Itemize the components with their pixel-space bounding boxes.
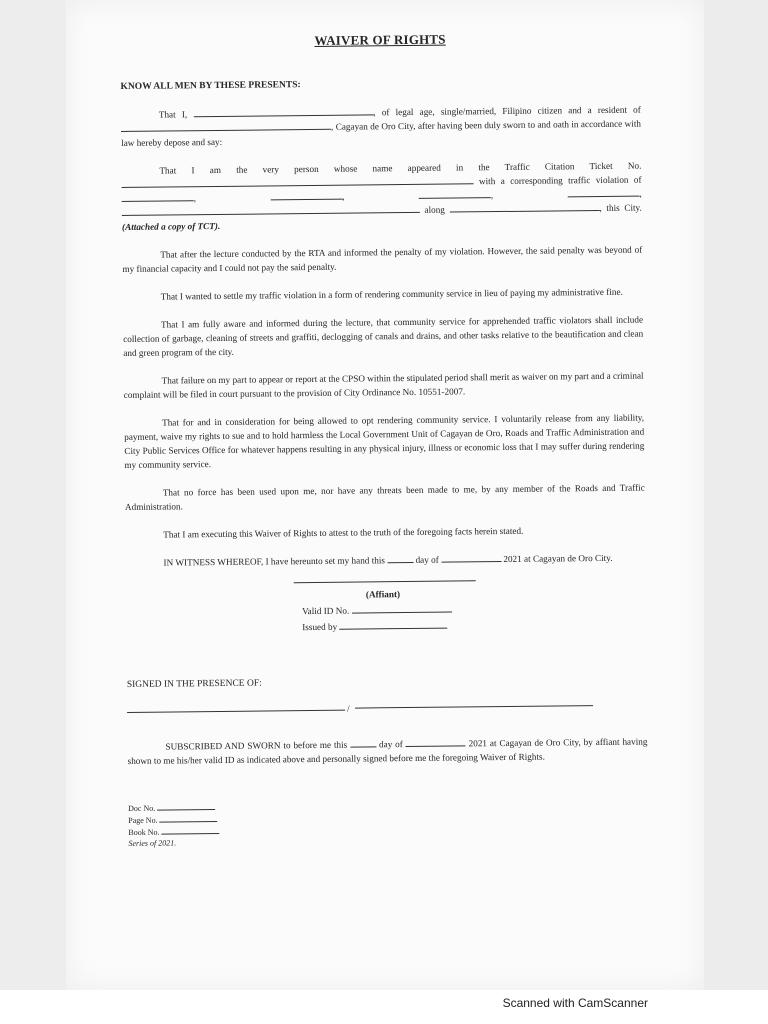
paragraph-community-service: That I wanted to settle my traffic violation in a form of rendering community service in lieu of paying my administrative fine. [160, 286, 623, 302]
witness-month-blank [441, 552, 501, 563]
issued-by-row: Issued by [302, 619, 447, 635]
camscanner-watermark: Scanned with CamScanner [502, 996, 648, 1010]
paragraph-no-force: That no force has been used upon me, nor have any threats been made to me, by any member of the Roads and Traffic Administration. [124, 482, 645, 512]
valid-id-blank [351, 603, 451, 614]
affiant-label: (Affiant) [365, 589, 401, 600]
issued-by-blank [339, 619, 447, 630]
violation-blank-5 [122, 203, 420, 216]
violation-blank-3 [419, 188, 491, 199]
sworn-day-blank [350, 737, 376, 747]
notary-details [128, 797, 648, 849]
paragraph-release: That for and in consideration for being allowed to opt rendering community service. I voluntarily release from any liability, payment, waive my rights to sue and to hold harmless the Local Government Unit of Cagayan de Oro, Roads and Traffic Administration and City Public Services Office for whatever happens resulting in any physical injury, illness or economic loss that I may suffer during rendering my community service. [124, 412, 645, 470]
document-body [120, 31, 648, 849]
violation-blank-2 [270, 190, 342, 201]
paragraph-ticket: That I am the very person whose name appeared in the Traffic Citation Ticket No. with a corresponding traffic violation of , , , , along , this City. (Attached a copy of TCT). [121, 160, 642, 232]
book-number-row: Book No. [128, 821, 648, 838]
scan-left-margin [0, 0, 66, 990]
violation-blank-4 [567, 187, 639, 198]
paragraph-subscribed: SUBSCRIBED AND SWORN to before me this day of 2021 at Cagayan de Oro City, by affiant having shown to me his/her valid ID as indicated above and personally signed before me the foregoing Waiver of Rights. [127, 736, 648, 766]
document-title: WAIVER OF RIGHTS [314, 31, 446, 48]
witness-line-1 [127, 710, 345, 713]
location-blank [449, 201, 599, 213]
signed-in-presence-heading: SIGNED IN THE PRESENCE OF: [126, 678, 262, 690]
page-number-row: Page No. [128, 809, 648, 826]
paragraph-identity: That I, , of legal age, single/married, Filipino citizen and a resident of , Cagayan de Oro City, after having been duly sworn to and oath in accordance with law hereby depose and say: [121, 104, 641, 148]
paragraph-awareness: That I am fully aware and informed during the lecture, that community service for apprehended traffic violators shall include collection of garbage, cleaning of streets and graffiti, declogging of canals and drains, and other tasks relative to the beautification and clean and green program of the city. [123, 314, 644, 358]
scan-right-margin [704, 0, 768, 990]
name-blank [193, 105, 373, 117]
valid-id-row: Valid ID No. [302, 603, 452, 619]
witness-day-blank [387, 553, 413, 563]
witness-separator: / [347, 703, 350, 714]
witness-signature-lines [127, 699, 647, 726]
paragraph-failure: That failure on my part to appear or report at the CPSO within the stipulated period shall merit as waiver on my part and a criminal complaint will be filed in court pursuant to the provision of City Ordinance No. 10551-2007. [123, 370, 644, 400]
scanner-footer [0, 990, 768, 1024]
address-blank [121, 120, 331, 132]
sworn-month-blank [406, 736, 466, 747]
paragraph-witness: IN WITNESS WHEREOF, I have hereunto set my hand this day of 2021 at Cagayan de Oro City. [163, 552, 613, 568]
violation-blank-1 [122, 191, 194, 202]
paragraph-attest: That I am executing this Waiver of Rights to attest to the truth of the foregoing facts herein stated. [163, 525, 524, 540]
paragraph-penalty: That after the lecture conducted by the RTA and informed the penalty of my violation. However, the said penalty was beyond of my financial capacity and I could not pay the said penalty. [122, 244, 643, 274]
ticket-number-blank [121, 174, 473, 188]
affiant-signature-line [294, 580, 476, 583]
know-all-men-heading: KNOW ALL MEN BY THESE PRESENTS: [120, 80, 301, 92]
affiant-signature-block [126, 579, 647, 656]
witness-line-2 [355, 705, 593, 708]
series-row: Series of 2021. [128, 838, 177, 848]
doc-number-row: Doc No. [128, 797, 648, 814]
